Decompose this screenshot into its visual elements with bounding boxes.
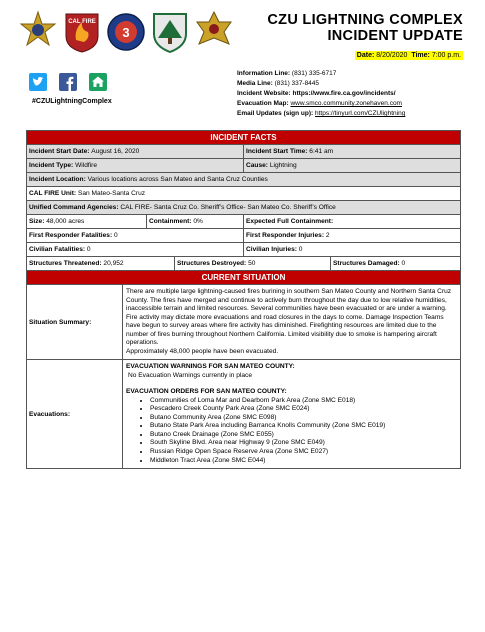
cause-value: Lightning <box>269 162 297 169</box>
table-row <box>27 159 460 173</box>
threatened-value: 20,952 <box>103 260 124 267</box>
twitter-icon[interactable] <box>29 73 47 91</box>
civ-injuries-label: Civilian Injuries: <box>246 246 297 253</box>
cause-cell <box>244 159 460 172</box>
agencies-cell <box>27 201 460 214</box>
destroyed-cell <box>175 257 331 270</box>
start-date-value: August 16, 2020 <box>91 148 140 155</box>
warnings-heading: EVACUATION WARNINGS FOR SAN MATEO COUNTY: <box>126 363 295 370</box>
time-value: 7:00 p.m. <box>431 52 461 59</box>
table-row <box>27 257 460 271</box>
table-row <box>27 145 460 159</box>
table-row <box>27 187 460 201</box>
document-title <box>267 12 463 62</box>
table-row <box>27 285 460 360</box>
media-line-value: (831) 337-8445 <box>274 80 320 87</box>
email-updates-label: Email Updates (sign up): <box>237 110 314 117</box>
cause-label: Cause: <box>246 162 268 169</box>
evacuations-label: Evacuations: <box>27 360 123 468</box>
forest-service-logo <box>150 10 190 54</box>
agency-logos <box>18 10 228 56</box>
hashtag: #CZULightningComplex <box>32 98 112 105</box>
sheriff-badge-logo <box>194 10 234 54</box>
contact-info <box>237 69 405 119</box>
size-value: 48,000 acres <box>46 218 85 225</box>
agencies-label: Unified Command Agencies: <box>29 204 119 211</box>
summary-paragraph-2: Approximately 48,000 people have been evacuated. <box>126 347 279 355</box>
containment-cell <box>147 215 244 228</box>
start-time-value: 6:41 am <box>309 148 334 155</box>
size-cell <box>27 215 147 228</box>
threatened-cell <box>27 257 175 270</box>
civ-fatalities-label: Civilian Fatalities: <box>29 246 86 253</box>
incident-facts-banner: INCIDENT FACTS <box>27 131 460 144</box>
email-updates-link[interactable]: https://tinyurl.com/CZUlightning <box>315 110 406 117</box>
fr-injuries-label: First Responder Injuries: <box>246 232 325 239</box>
table-row <box>27 229 460 243</box>
cal-fire-logo-text: CAL FIRE <box>68 19 96 25</box>
website-home-icon[interactable] <box>89 73 107 91</box>
table-row <box>27 243 460 257</box>
table-row <box>27 173 460 187</box>
current-situation-banner: CURRENT SITUATION <box>27 271 460 284</box>
list-item: • Pescadero Creek County Park Area (Zone SMC E024) <box>150 405 457 414</box>
agencies-value: CAL FIRE- Santa Cruz Co. Sheriff’s Office- San Mateo Co. Sheriff’s Office <box>120 204 336 211</box>
civ-injuries-value: 0 <box>298 246 303 253</box>
size-label: Size: <box>29 218 45 225</box>
destroyed-value: 50 <box>248 260 256 267</box>
fr-injuries-value: 2 <box>325 232 330 239</box>
unit-value: San Mateo-Santa Cruz <box>77 190 146 197</box>
threatened-label: Structures Threatened: <box>29 260 102 267</box>
situation-summary-label: Situation Summary: <box>27 285 123 359</box>
sheriff-star-logo <box>18 10 58 54</box>
list-item: • South Skyline Blvd. Area near Highway 9 (Zone SMC E049) <box>150 439 457 448</box>
civ-injuries-cell <box>244 243 460 256</box>
website-label: Incident Website: <box>237 90 291 97</box>
time-label: Time: <box>411 52 430 59</box>
start-time-cell <box>244 145 460 158</box>
website-link[interactable]: https://www.fire.ca.gov/incidents/ <box>292 90 396 97</box>
damaged-cell <box>331 257 460 270</box>
incident-type-value: Wildfire <box>75 162 98 169</box>
summary-paragraph-1: There are multiple large lightning-caused fires burining in southern San Mateo County and Northern Santa Cruz County. The fires have merged and continue to actively burn throughout the day due to low relative humidities, inaccessible terrain and limited resources. Several communities have been evacuated or are under a warning. Fire activity may dictate more evacuations and road closures in the days to come. Damage Inspection Teams have begun to survey areas where fire activity has diminished. Firefighting resources are limited due to the number of fires burning throughout Northern California. Limited visibility due to smoke is hampering aircraft operations. <box>126 288 452 346</box>
list-item: • Russian Ridge Open Space Reserve Area (Zone SMC E027) <box>150 448 457 457</box>
situation-summary-text <box>123 285 460 359</box>
containment-label: Containment: <box>149 218 192 225</box>
evac-map-label: Evacuation Map: <box>237 100 289 107</box>
fr-fatalities-label: First Responder Fatalities: <box>29 232 113 239</box>
start-time-label: Incident Start Time: <box>246 148 308 155</box>
table-row <box>27 215 460 229</box>
fr-injuries-cell <box>244 229 460 242</box>
damaged-value: 0 <box>401 260 406 267</box>
expected-containment-label: Expected Full Containment: <box>246 218 334 225</box>
location-value: Various locations across San Mateo and Santa Cruz Counties <box>87 176 268 183</box>
list-item: • Communities of Loma Mar and Dearborn Park Area (Zone SMC E018) <box>150 397 457 406</box>
warnings-text: No Evacuation Warnings currently in place <box>128 371 252 379</box>
table-row <box>27 201 460 215</box>
date-value: 8/20/2020 <box>376 52 408 59</box>
facebook-icon[interactable] <box>59 73 77 91</box>
incident-table <box>26 130 461 469</box>
fire-dept-badge-text: 3 <box>122 25 130 40</box>
damaged-label: Structures Damaged: <box>333 260 400 267</box>
situation-banner-row <box>27 271 460 285</box>
start-date-cell <box>27 145 244 158</box>
unit-cell <box>27 187 460 200</box>
cal-fire-logo <box>62 10 102 54</box>
table-row <box>27 360 460 468</box>
start-date-label: Incident Start Date: <box>29 148 90 155</box>
title-line-1: CZU LIGHTNING COMPLEX <box>267 12 463 28</box>
list-item: • Middleton Tract Area (Zone SMC E044) <box>150 457 457 466</box>
media-line-label: Media Line: <box>237 80 273 87</box>
containment-value: 0% <box>193 218 203 225</box>
date-label: Date: <box>356 52 375 59</box>
fr-fatalities-value: 0 <box>114 232 118 239</box>
expected-containment-cell <box>244 215 460 228</box>
unit-label: CAL FIRE Unit: <box>29 190 77 197</box>
orders-list <box>126 397 457 466</box>
list-item: • Butano Community Area (Zone SMC E098) <box>150 414 457 423</box>
fr-fatalities-cell <box>27 229 244 242</box>
evacuations-text <box>123 360 460 468</box>
fire-dept-badge-logo <box>106 10 146 54</box>
info-line-value: (831) 335-6717 <box>291 70 337 77</box>
incident-type-cell <box>27 159 244 172</box>
list-item: • Butano Creek Drainage (Zone SMC E055) <box>150 431 457 440</box>
evac-map-link[interactable]: www.smco.community.zonehaven.com <box>290 100 402 107</box>
orders-heading: EVACUATION ORDERS FOR SAN MATEO COUNTY: <box>126 388 287 395</box>
destroyed-label: Structures Destroyed: <box>177 260 247 267</box>
location-cell <box>27 173 460 186</box>
list-item: • Butano State Park Area including Barranca Knolls Community (Zone SMC E019) <box>150 422 457 431</box>
title-line-2: INCIDENT UPDATE <box>327 28 463 44</box>
location-label: Incident Location: <box>29 176 86 183</box>
incident-type-label: Incident Type: <box>29 162 74 169</box>
info-line-label: Information Line: <box>237 70 291 77</box>
facts-banner-row <box>27 131 460 145</box>
civ-fatalities-cell <box>27 243 244 256</box>
civ-fatalities-value: 0 <box>86 246 91 253</box>
date-time-highlight <box>355 51 463 60</box>
social-links <box>29 73 119 93</box>
